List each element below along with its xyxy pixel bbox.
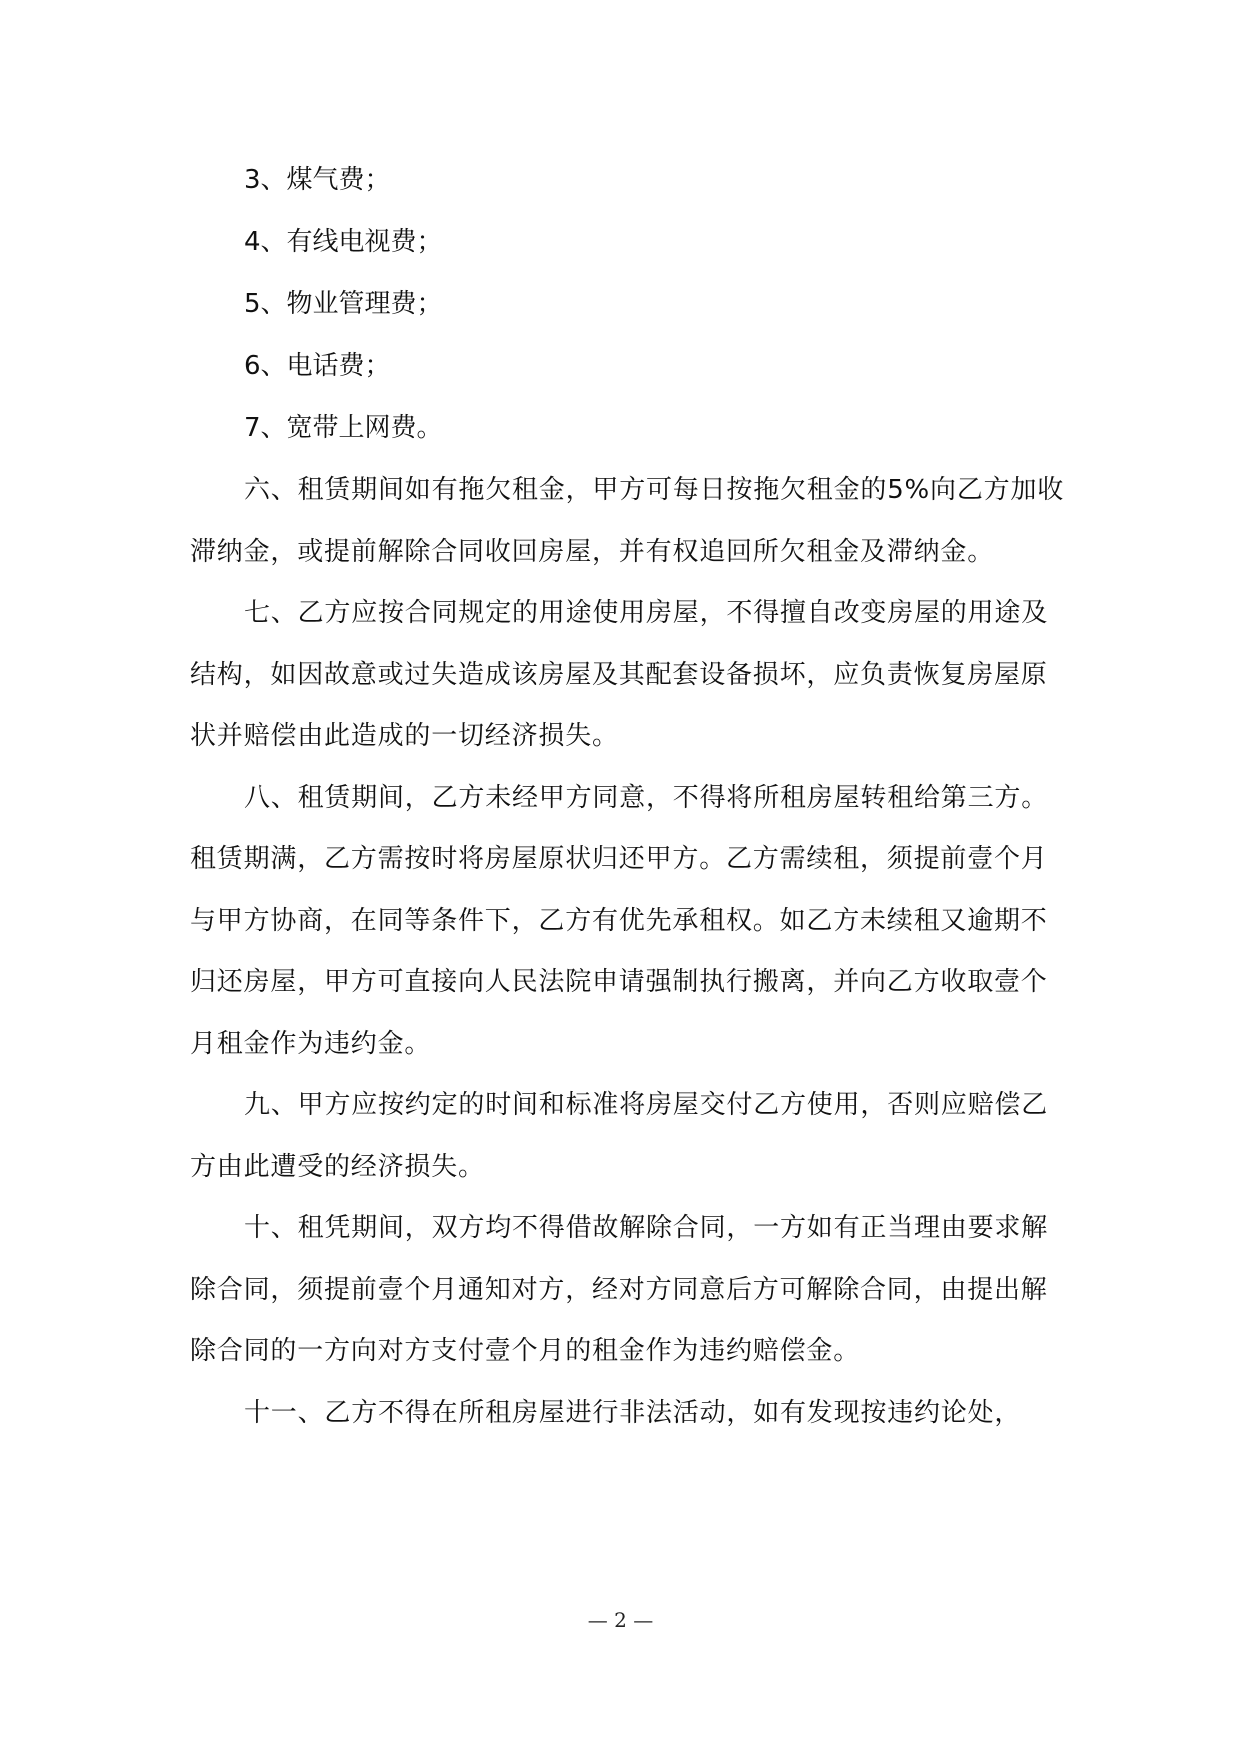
fee-list-item: 3、煤气费；	[244, 165, 391, 195]
document-body	[190, 160, 1070, 1444]
page-number: — 2 —	[587, 1608, 654, 1632]
clause-paragraph-8: 八、租赁期间，乙方未经甲方同意，不得将所租房屋转租给第三方。租赁期满，乙方需按时将房屋原状归还甲方。乙方需续租，须提前壹个月与甲方协商，在同等条件下，乙方有优先承租权。如乙方未续租又逾期不归还房屋，甲方可直接向人民法院申请强制执行搬离，并向乙方收取壹个月租金作为违约金。	[190, 782, 1049, 1059]
fee-list-item: 4、有线电视费；	[244, 227, 443, 257]
clause-paragraph-6: 六、租赁期间如有拖欠租金，甲方可每日按拖欠租金的5%向乙方加收滞纳金，或提前解除合同收回房屋，并有权追回所欠租金及滞纳金。	[190, 475, 1065, 567]
clause-paragraph-10: 十、租凭期间，双方均不得借故解除合同，一方如有正当理由要求解除合同，须提前壹个月通知对方，经对方同意后方可解除合同，由提出解除合同的一方向对方支付壹个月的租金作为违约赔偿金。	[190, 1213, 1049, 1366]
clause-paragraph-9: 九、甲方应按约定的时间和标准将房屋交付乙方使用，否则应赔偿乙方由此遭受的经济损失。	[190, 1090, 1049, 1182]
clause-paragraph-7: 七、乙方应按合同规定的用途使用房屋，不得擅自改变房屋的用途及结构，如因故意或过失造成该房屋及其配套设备损坏，应负责恢复房屋原状并赔偿由此造成的一切经济损失。	[190, 598, 1049, 751]
fee-list-item: 7、宽带上网费。	[244, 413, 443, 443]
clause-paragraph-11: 十一、乙方不得在所租房屋进行非法活动，如有发现按违约论处，	[244, 1397, 1022, 1428]
fee-list-item: 6、电话费；	[244, 351, 391, 381]
fee-list-item: 5、物业管理费；	[244, 289, 443, 319]
